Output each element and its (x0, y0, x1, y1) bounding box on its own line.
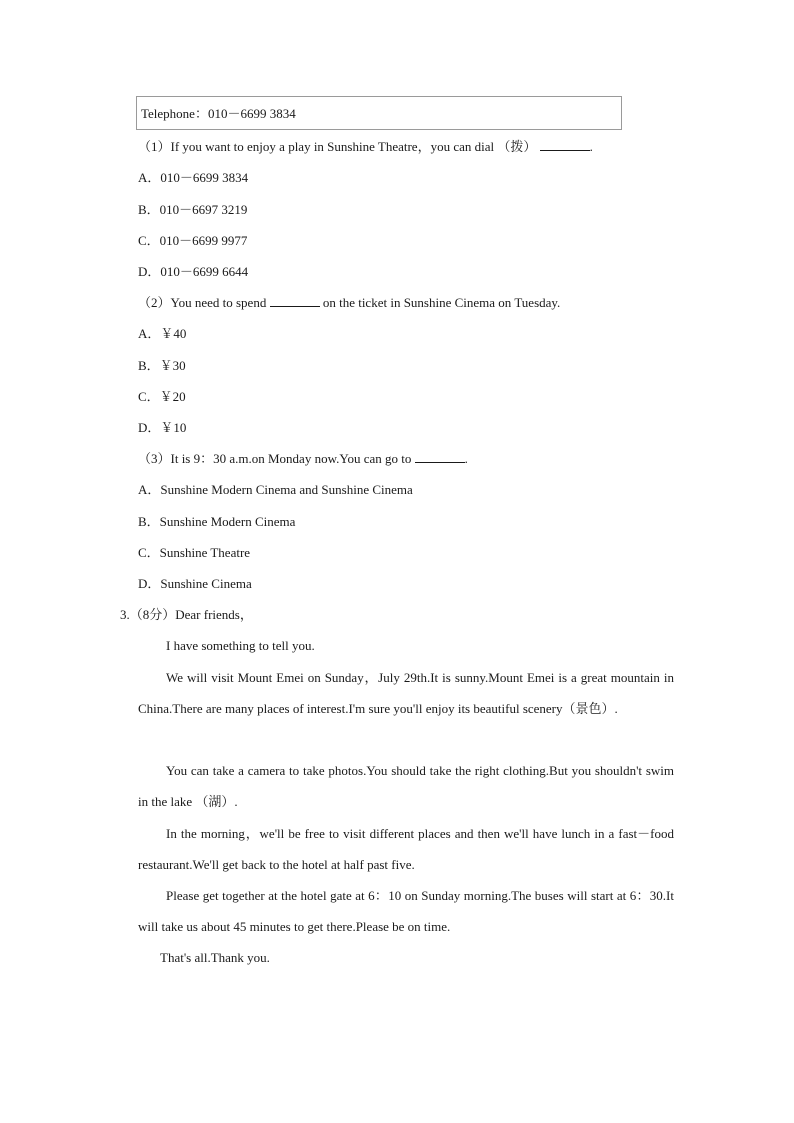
q3-option-d[interactable]: D．Sunshine Cinema (138, 576, 252, 591)
q3-option-b[interactable]: B．Sunshine Modern Cinema (138, 514, 296, 529)
telephone-box (136, 96, 622, 130)
answer-blank-1[interactable] (540, 150, 590, 151)
question-3-stem: （3）It is 9：30 a.m.on Monday now.You can go to . (138, 451, 468, 466)
q1-option-b[interactable]: B．010－6697 3219 (138, 202, 248, 217)
q3-option-a[interactable]: A．Sunshine Modern Cinema and Sunshine Cinema (138, 482, 413, 497)
q1-option-a[interactable]: A．010－6699 3834 (138, 170, 249, 185)
q2-option-c[interactable]: C．￥20 (138, 389, 186, 404)
passage-paragraph-3: You can take a camera to take photos.You should take the right clothing.But you shouldn't swim in the lake （湖）. (138, 763, 674, 809)
q2-option-a[interactable]: A．￥40 (138, 326, 187, 341)
passage-paragraph-5: Please get together at the hotel gate at 6：10 on Sunday morning.The buses will start at 6：30.It will take us about 45 minutes to get there.Please be on time. (138, 888, 674, 934)
q2-option-d[interactable]: D．￥10 (138, 420, 187, 435)
question-1-stem: （1）If you want to enjoy a play in Sunshine Theatre，you can dial （拨） . (138, 139, 593, 154)
passage-paragraph-2: We will visit Mount Emei on Sunday，July 29th.It is sunny.Mount Emei is a great mountain in China.There are many places of interest.I'm sure you'll enjoy its beautiful scenery（景色）. (138, 670, 674, 716)
answer-blank-2[interactable] (270, 306, 320, 307)
q1-option-d[interactable]: D．010－6699 6644 (138, 264, 249, 279)
passage-closing: That's all.Thank you. (160, 950, 270, 965)
question-2-stem: （2）You need to spend on the ticket in Sunshine Cinema on Tuesday. (138, 295, 561, 310)
q2-option-b[interactable]: B．￥30 (138, 358, 186, 373)
q1-option-c[interactable]: C．010－6699 9977 (138, 233, 248, 248)
telephone-text: Telephone：010－6699 3834 (141, 106, 296, 121)
answer-blank-3[interactable] (415, 462, 465, 463)
section-3-heading: 3.（8分）Dear friends， (120, 607, 253, 622)
passage-paragraph-1: I have something to tell you. (166, 638, 315, 653)
passage-paragraph-4: In the morning，we'll be free to visit different places and then we'll have lunch in a fast－food restaurant.We'll get back to the hotel at half past five. (138, 826, 674, 872)
q3-option-c[interactable]: C．Sunshine Theatre (138, 545, 251, 560)
